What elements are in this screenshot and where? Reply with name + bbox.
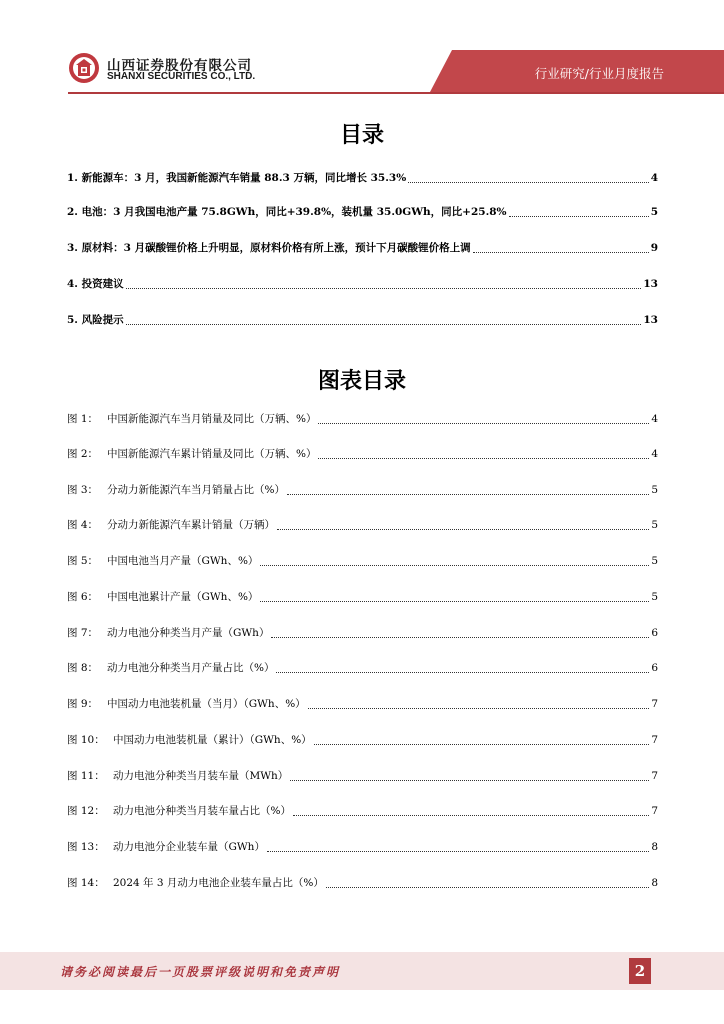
figure-entry-text: 分动力新能源汽车累计销量（万辆）: [107, 519, 275, 531]
toc-entry[interactable]: [67, 240, 658, 256]
figure-entry[interactable]: [67, 839, 658, 855]
figure-entry[interactable]: [67, 803, 658, 819]
figure-entry-text: 动力电池分种类当月装车量占比（%）: [113, 805, 291, 817]
page-footer: [0, 952, 724, 990]
figure-entry-label: 图 6：: [67, 591, 99, 603]
figure-entry-text: 分动力新能源汽车当月销量占比（%）: [107, 484, 285, 496]
dot-leader: [326, 886, 649, 888]
toc-entry-page: 13: [643, 314, 658, 326]
header-divider: [68, 92, 724, 94]
figure-entry-text: 中国动力电池装机量（当月）（GWh、%）: [107, 698, 306, 710]
figure-entry-label: 图 8：: [67, 662, 99, 674]
figure-entry[interactable]: [67, 875, 658, 891]
figure-entry-page: 6: [651, 627, 658, 639]
toc-entry-text: 风险提示: [81, 314, 124, 326]
dot-leader: [408, 181, 649, 183]
dot-leader: [290, 779, 649, 781]
figure-entry[interactable]: [67, 660, 658, 676]
dot-leader: [126, 287, 642, 289]
toc-title: 目录: [339, 123, 384, 148]
figure-entry-label: 图 1：: [67, 413, 99, 425]
toc-entry[interactable]: [67, 204, 658, 220]
figure-entry-text: 中国电池当月产量（GWh、%）: [107, 555, 259, 567]
figure-entry-page: 5: [651, 484, 658, 496]
figure-entry[interactable]: [67, 411, 658, 427]
figure-entry-page: 4: [651, 448, 658, 460]
dot-leader: [260, 564, 649, 566]
toc-entry[interactable]: [67, 170, 658, 186]
dot-leader: [308, 707, 650, 709]
figure-list-title: 图表目录: [317, 369, 406, 394]
dot-leader: [260, 600, 649, 602]
dot-leader: [271, 636, 649, 638]
figure-entry[interactable]: [67, 696, 658, 712]
dot-leader: [126, 323, 642, 325]
figure-entry-label: 图 3：: [67, 484, 99, 496]
figure-entry-text: 中国动力电池装机量（累计）（GWh、%）: [113, 734, 312, 746]
toc-entry-number: 5.: [67, 314, 78, 326]
figure-entry-label: 图 7：: [67, 627, 99, 639]
figure-entry-page: 7: [651, 770, 658, 782]
figure-entry-text: 中国新能源汽车累计销量及同比（万辆、%）: [107, 448, 317, 460]
figure-entry-label: 图 10：: [67, 734, 105, 746]
figure-entry-page: 5: [651, 519, 658, 531]
dot-leader: [318, 457, 649, 459]
figure-entry-label: 图 4：: [67, 519, 99, 531]
figure-entry-page: 7: [651, 734, 658, 746]
figure-entry[interactable]: [67, 553, 658, 569]
toc-entry-number: 4.: [67, 278, 78, 290]
dot-leader: [318, 422, 649, 424]
figure-entry-page: 5: [651, 591, 658, 603]
disclaimer-notice: 请务必阅读最后一页股票评级说明和免责声明: [60, 965, 341, 979]
figure-entry[interactable]: [67, 625, 658, 641]
dot-leader: [473, 251, 649, 253]
toc-entry-page: 4: [650, 172, 658, 184]
toc-entry-number: 2.: [67, 206, 78, 218]
figure-entry-text: 动力电池分种类当月装车量（MWh）: [113, 770, 289, 782]
dot-leader: [276, 671, 649, 673]
figure-entry-text: 动力电池分企业装车量（GWh）: [113, 841, 265, 853]
figure-entry-text: 2024 年 3 月动力电池企业装车量占比（%）: [113, 877, 324, 889]
figure-entry[interactable]: [67, 482, 658, 498]
figure-entry-label: 图 12：: [67, 805, 105, 817]
figure-entry[interactable]: [67, 768, 658, 784]
figure-entry-label: 图 2：: [67, 448, 99, 460]
dot-leader: [509, 215, 649, 217]
company-name-en: SHANXI SECURITIES CO., LTD.: [107, 71, 256, 82]
figure-entry-label: 图 14：: [67, 877, 105, 889]
figure-entry-label: 图 11：: [67, 770, 105, 782]
toc-entry[interactable]: [67, 312, 658, 328]
figure-entry-label: 图 9：: [67, 698, 99, 710]
figure-entry-label: 图 13：: [67, 841, 105, 853]
figure-entry-text: 动力电池分种类当月产量占比（%）: [107, 662, 275, 674]
report-type-label: 行业研究/行业月度报告: [534, 66, 664, 81]
figure-entry-text: 中国电池累计产量（GWh、%）: [107, 591, 259, 603]
dot-leader: [293, 814, 649, 816]
figure-entry-page: 8: [651, 841, 658, 853]
toc-entry-text: 原材料：3 月碳酸锂价格上升明显，原材料价格有所上涨，预计下月碳酸锂价格上调: [81, 242, 471, 254]
page-header: [0, 0, 724, 92]
figure-entry[interactable]: [67, 446, 658, 462]
figure-entry-page: 5: [651, 555, 658, 567]
figure-entry-page: 7: [651, 698, 658, 710]
figure-entry-page: 8: [651, 877, 658, 889]
toc-entry-page: 5: [650, 206, 658, 218]
toc-entry-number: 1.: [67, 172, 78, 184]
toc-entry-text: 电池：3 月我国电池产量 75.8GWh，同比+39.8%，装机量 35.0GWh，同比+25.8%: [81, 206, 507, 218]
figure-entry[interactable]: [67, 517, 658, 533]
toc-entry-page: 9: [650, 242, 658, 254]
figure-entry-text: 动力电池分种类当月产量（GWh）: [107, 627, 270, 639]
figure-entry[interactable]: [67, 732, 658, 748]
dot-leader: [287, 493, 649, 495]
figure-entry-page: 4: [651, 413, 658, 425]
figure-entry-page: 6: [651, 662, 658, 674]
company-name-cn: 山西证券股份有限公司: [107, 58, 252, 74]
shanxi-securities-logo-icon: [68, 52, 100, 84]
page-number: 2: [629, 958, 651, 984]
toc-entry-number: 3.: [67, 242, 78, 254]
dot-leader: [267, 850, 649, 852]
figure-entry[interactable]: [67, 589, 658, 605]
figure-entry-label: 图 5：: [67, 555, 99, 567]
figure-entry-page: 7: [651, 805, 658, 817]
toc-entry-text: 投资建议: [81, 278, 124, 290]
toc-entry-text: 新能源车：3 月，我国新能源汽车销量 88.3 万辆，同比增长 35.3%: [81, 172, 407, 184]
dot-leader: [314, 743, 650, 745]
dot-leader: [277, 528, 649, 530]
figure-entry-text: 中国新能源汽车当月销量及同比（万辆、%）: [107, 413, 317, 425]
toc-entry[interactable]: [67, 276, 658, 292]
toc-entry-page: 13: [643, 278, 658, 290]
